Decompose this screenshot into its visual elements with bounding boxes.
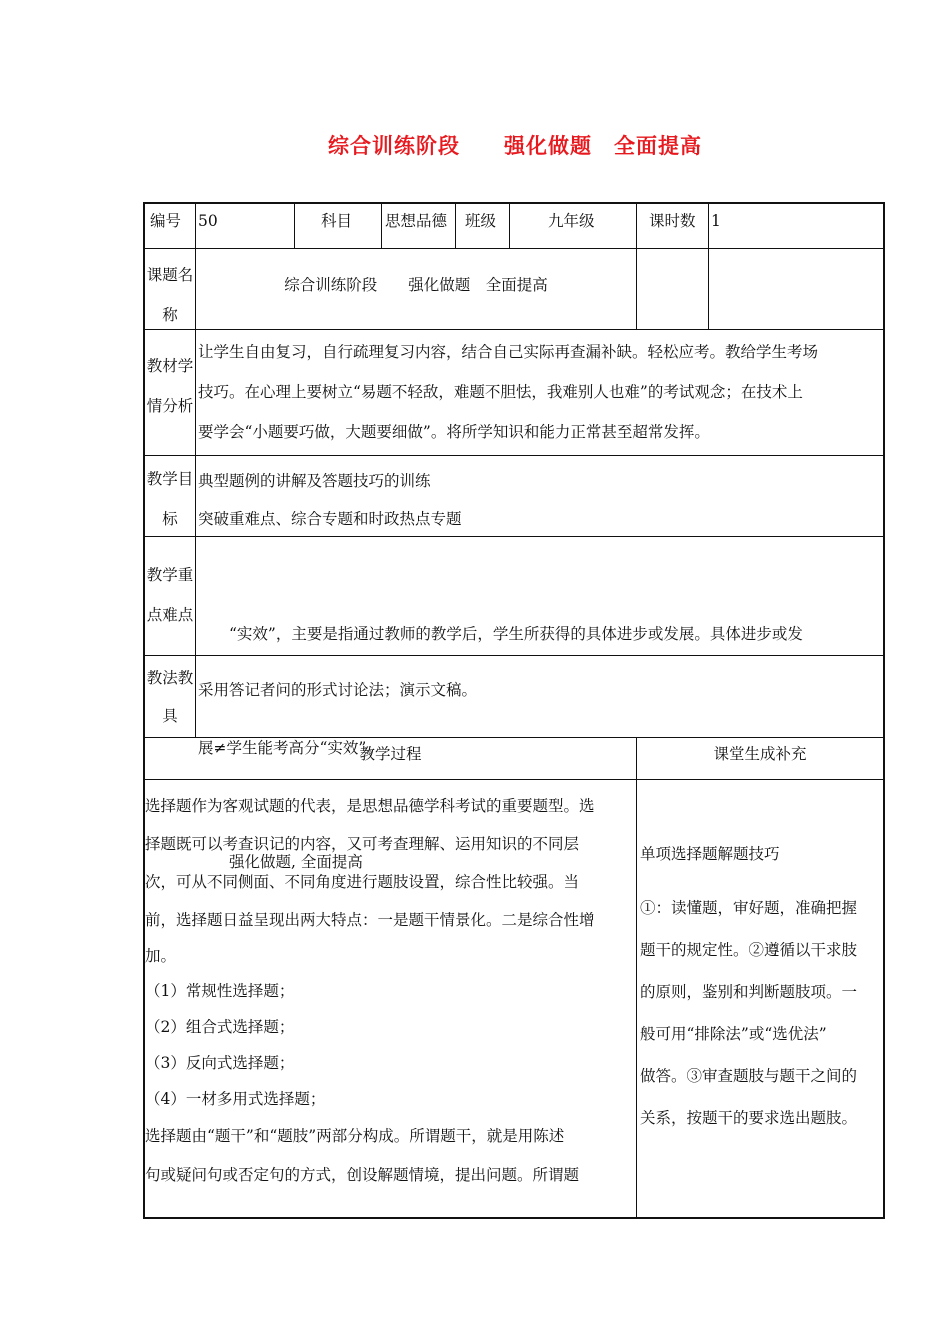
supplement-line: 关系，按题干的要求选出题肢。 — [640, 1109, 858, 1127]
methods-label-line2: 具 — [162, 707, 178, 725]
analysis-label-line1: 教材学 — [146, 357, 194, 375]
process-line: 前，选择题日益呈现出两大特点：一是题干情景化。二是综合性增 — [145, 911, 595, 929]
col-divider — [509, 202, 510, 249]
key-points-label-line2: 点难点 — [146, 606, 194, 624]
analysis-line: 要学会“小题要巧做，大题要细做”。将所学知识和能力正常甚至超常发挥。 — [198, 423, 710, 441]
supplement-title: 单项选择题解题技巧 — [640, 845, 780, 863]
goals-label — [145, 459, 195, 539]
row-divider — [143, 455, 885, 456]
methods-label-line1: 教法教 — [146, 669, 194, 687]
table-border-bottom — [143, 1217, 885, 1219]
col-divider — [455, 202, 456, 249]
process-line: 选择题由“题干”和“题肢”两部分构成。所谓题干，就是用陈述 — [145, 1127, 565, 1145]
goals-line: 典型题例的讲解及答题技巧的训练 — [198, 472, 431, 490]
code-value: 50 — [198, 212, 218, 230]
col-divider — [381, 202, 382, 249]
supplement-line: 题干的规定性。②遵循以干求肢 — [640, 941, 858, 959]
table-border-top — [143, 202, 885, 204]
process-line: 加。 — [145, 947, 177, 965]
process-line: （3）反向式选择题； — [145, 1054, 295, 1072]
analysis-line: 让学生自由复习，自行疏理复习内容，结合自己实际再查漏补缺。轻松应考。教给学生考场 — [198, 343, 819, 361]
topic-label — [145, 255, 195, 335]
document-title: 综合训练阶段 强化做题 全面提高 — [328, 134, 702, 158]
hours-value: 1 — [711, 212, 721, 230]
methods-value: 采用答记者问的形式讨论法；演示文稿。 — [198, 681, 478, 699]
process-line: 择题既可以考查识记的内容，又可考查理解、运用知识的不同层 — [145, 835, 580, 853]
analysis-label-line2: 情分析 — [146, 397, 194, 415]
topic-value: 综合训练阶段 强化做题 全面提高 — [284, 276, 548, 294]
analysis-text — [198, 332, 883, 452]
col-divider — [636, 202, 637, 330]
process-line: （1）常规性选择题； — [145, 982, 295, 1000]
supplement-line: 做答。③审查题肢与题干之间的 — [640, 1067, 858, 1085]
col-divider — [294, 202, 295, 249]
key-points-label — [145, 555, 195, 635]
row-divider — [143, 329, 885, 330]
process-header: 教学过程 — [359, 745, 422, 763]
code-label: 编号 — [150, 212, 182, 230]
key-points-line: 强化做题, 全面提高 — [198, 853, 363, 871]
process-line: 选择题作为客观试题的代表，是思想品德学科考试的重要题型。选 — [145, 797, 595, 815]
class-value: 九年级 — [548, 212, 595, 230]
supplement-line: ①：读懂题，审好题，准确把握 — [640, 899, 858, 917]
table-border-right — [883, 202, 885, 1219]
supplement-line: 般可用“排除法”或“选优法” — [640, 1025, 827, 1043]
key-points-line: “实效”，主要是指通过教师的教学后，学生所获得的具体进步或发展。具体进步或发 — [198, 625, 803, 643]
process-text — [145, 787, 635, 1195]
supplement-header: 课堂生成补充 — [713, 745, 807, 763]
hours-label: 课时数 — [649, 212, 696, 230]
supplement-text — [640, 887, 883, 1139]
goals-label-line1: 教学目 — [146, 470, 194, 488]
supplement-line: 的原则，鉴别和判断题肢项。一 — [640, 983, 858, 1001]
key-points-line: 展≠学生能考高分“实效”。 — [198, 739, 382, 757]
row-divider — [143, 248, 885, 249]
analysis-line: 技巧。在心理上要树立“易题不轻敌，难题不胆怯，我难别人也难”的考试观念；在技术上 — [198, 383, 803, 401]
process-line: （4）一材多用式选择题； — [145, 1090, 326, 1108]
topic-label-line1: 课题名 — [146, 266, 194, 284]
methods-label — [145, 659, 195, 735]
process-line: 句或疑问句或否定句的方式，创设解题情境，提出问题。所谓题 — [145, 1166, 580, 1184]
goals-label-line2: 标 — [162, 510, 178, 528]
subject-label: 科目 — [321, 212, 353, 230]
key-points-label-line1: 教学重 — [146, 566, 194, 584]
process-line: （2）组合式选择题； — [145, 1018, 295, 1036]
class-label: 班级 — [465, 212, 497, 230]
analysis-label — [145, 346, 195, 426]
topic-label-line2: 称 — [162, 306, 178, 324]
subject-value: 思想品德 — [385, 212, 448, 230]
goals-text — [198, 462, 883, 538]
process-line: 次，可从不同侧面、不同角度进行题肢设置，综合性比较强。当 — [145, 873, 580, 891]
goals-line: 突破重难点、综合专题和时政热点专题 — [198, 510, 462, 528]
col-divider — [708, 202, 709, 330]
